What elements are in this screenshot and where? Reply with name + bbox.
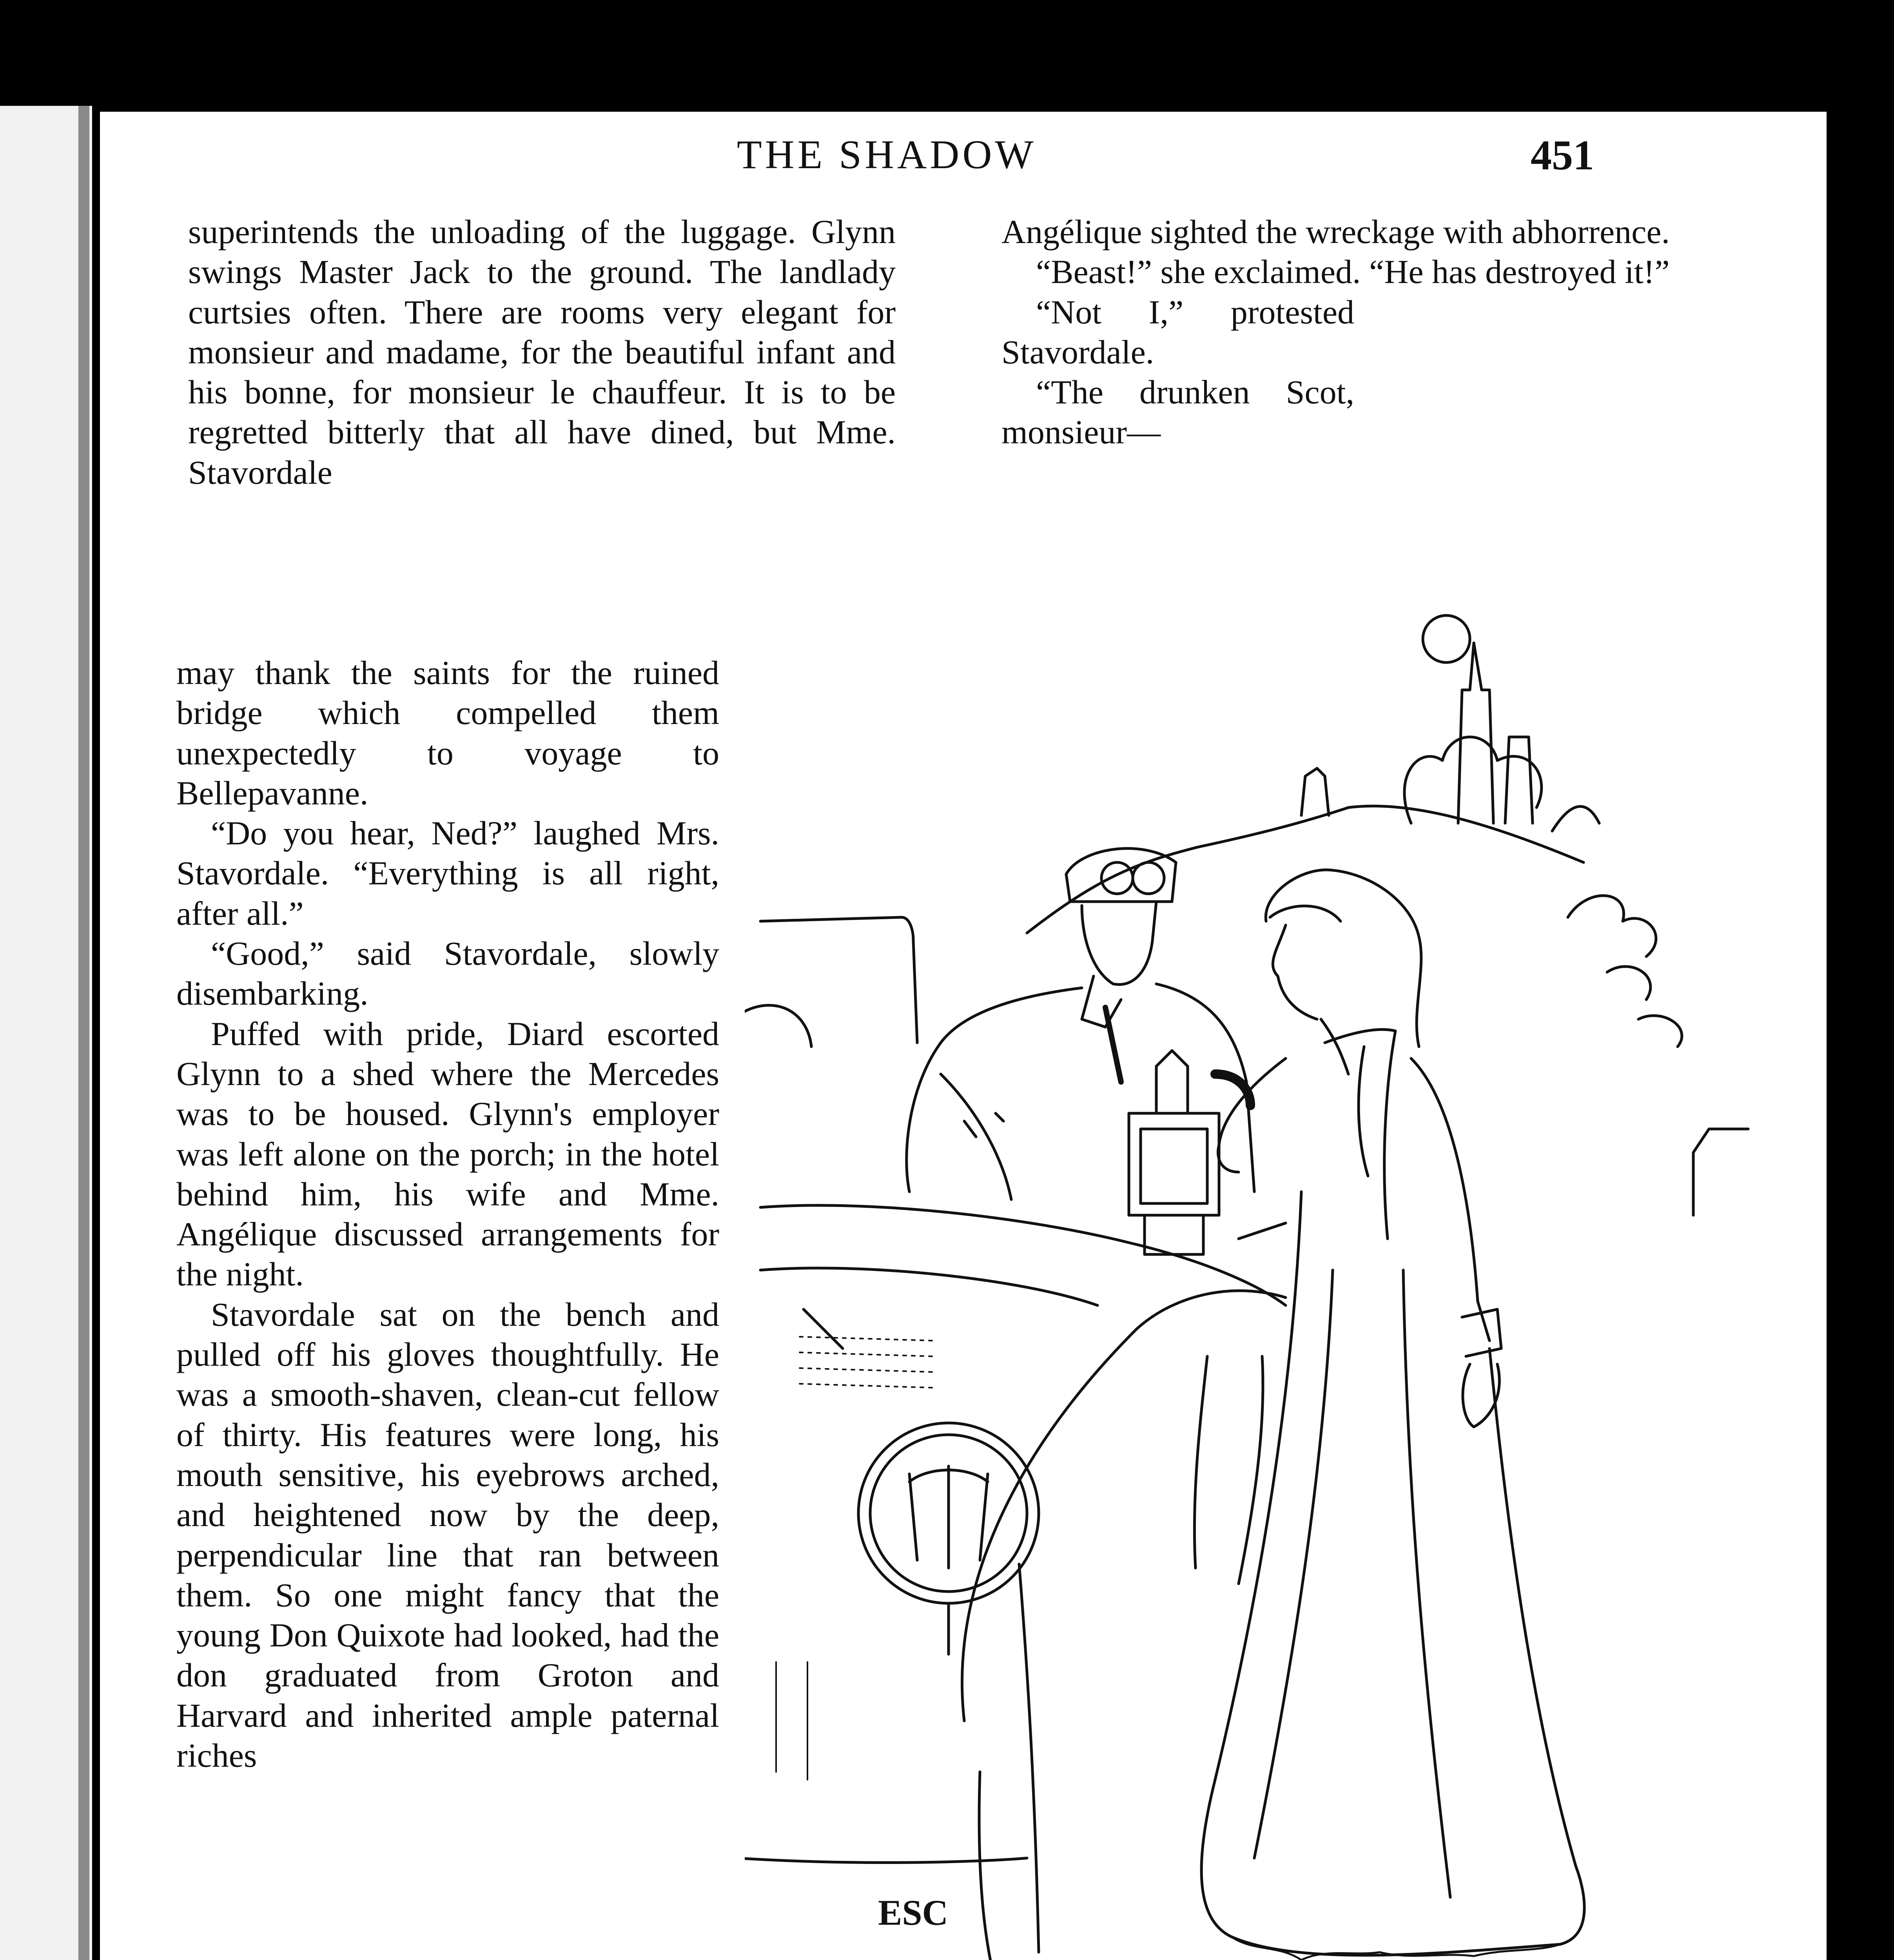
background-hill [1027, 806, 1584, 933]
paragraph: Angélique sighted the wreckage with abhorrence. [1001, 213, 1670, 250]
headlamp [858, 1423, 1039, 1654]
paragraph: Puffed with pride, Diard escorted Glynn to a shed where the Mercedes was to be housed. Glynn's employer was left alone on the porch; in the hotel behind him, his wife and Mme. Angélique discussed arrangements for the night. [176, 1014, 719, 1293]
paragraph: “Beast!” she exclaimed. “He has destroyed it!” [1036, 253, 1670, 291]
paragraph: Stavordale sat on the bench and pulled off his gloves thoughtfully. He was a smooth-shaven, clean-cut fellow of thirty. His features were long, his mouth sensitive, his eyebrows arched, and heightened now by the deep, perpendicular line that ran between them. So one might fancy that the young Don Quixote had looked, had the don graduated from Groton and Harvard and inherited ample paternal riches [176, 1295, 719, 1775]
paragraph: “Do you hear, Ned?” laughed Mrs. Stavordale. “Everything is all right, after all.” [176, 814, 719, 932]
artist-monogram: ESC [878, 1893, 948, 1933]
paragraph: “The drunken Scot, monsieur— [1001, 373, 1354, 451]
paragraph: may thank the saints for the ruined bridge which compelled them unexpectedly to voyage to Bellepavanne. [176, 654, 719, 812]
castle-tower [1458, 643, 1493, 823]
moon [1423, 615, 1470, 662]
fender [962, 1291, 1286, 1721]
running-board [745, 1858, 1027, 1863]
woman-hat [1266, 870, 1421, 1047]
car-back [760, 917, 917, 1043]
right-column-top-text [1001, 212, 1703, 452]
woman-figure [1201, 870, 1584, 1960]
illustration [745, 525, 1764, 1960]
page-gutter-shadow [78, 106, 89, 1960]
car-hood [760, 1205, 1286, 1305]
page-number: 451 [1531, 132, 1594, 179]
paragraph: superintends the unloading of the luggage. Glynn swings Master Jack to the ground. The landlady curtsies often. There are rooms very elegant for monsieur and madame, for the beautiful infant and his bonne, for monsieur le chauffeur. It is to be regretted bitterly that all have dined, but Mme. Stavordale [188, 213, 896, 491]
foliage [1568, 896, 1682, 1047]
left-column-top-text [188, 212, 896, 492]
paragraph: “Good,” said Stavordale, slowly disembarking. [176, 935, 719, 1013]
chauffeur-face [1082, 902, 1156, 985]
running-header: THE SHADOW [737, 132, 1037, 177]
chauffeur-coat [907, 984, 1254, 1192]
radiator-grille [800, 1337, 933, 1388]
chauffeur-figure [907, 848, 1254, 1200]
carriage-lamp [1129, 1051, 1219, 1254]
woman-face [1273, 925, 1317, 1019]
paragraph: “Not I,” protested Stavordale. [1001, 293, 1354, 371]
left-column-narrow-text [176, 653, 719, 1775]
